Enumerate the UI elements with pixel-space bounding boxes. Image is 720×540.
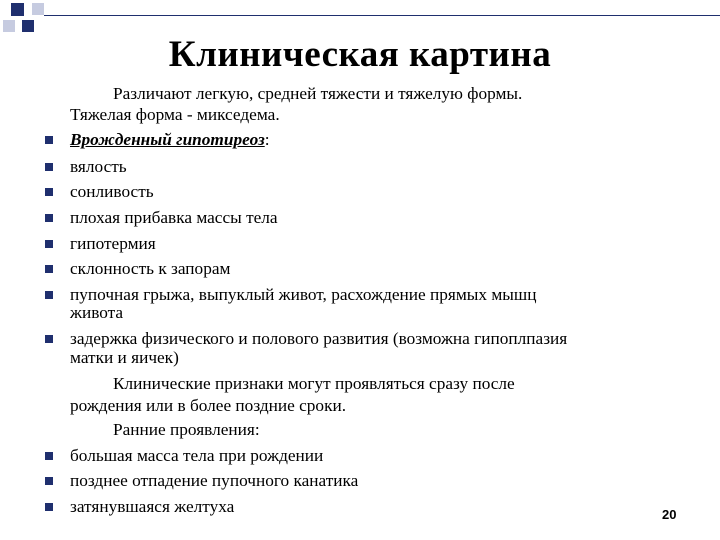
bullet-icon — [45, 163, 53, 171]
decor-square — [32, 3, 44, 15]
list-item: сонливость — [70, 182, 154, 201]
header-rule — [44, 15, 720, 16]
list-item: позднее отпадение пупочного канатика — [70, 471, 359, 490]
bullet-icon — [45, 477, 53, 485]
list-item: вялость — [70, 157, 127, 176]
decor-square — [22, 20, 34, 32]
list-item: затянувшаяся желтуха — [70, 497, 235, 516]
onset-line: Клинические признаки могут проявляться сразу после — [113, 374, 515, 393]
list-item: склонность к запорам — [70, 259, 231, 278]
list-item-congenital — [70, 130, 270, 149]
congenital-label: Врожденный гипотиреоз — [70, 130, 265, 149]
bullet-icon — [45, 214, 53, 222]
bullet-icon — [45, 265, 53, 273]
bullet-icon — [45, 452, 53, 460]
bullet-icon — [45, 503, 53, 511]
bullet-icon — [45, 335, 53, 343]
bullet-icon — [45, 240, 53, 248]
list-item: плохая прибавка массы тела — [70, 208, 278, 227]
list-item: задержка физического и полового развития (возможна гипоплпазия — [70, 329, 568, 348]
page-number: 20 — [662, 507, 677, 522]
decor-square — [11, 3, 24, 16]
bullet-icon — [45, 291, 53, 299]
intro-line: Различают легкую, средней тяжести и тяжелую формы. — [113, 84, 523, 103]
list-item: пупочная грыжа, выпуклый живот, расхождение прямых мышц — [70, 285, 537, 304]
bullet-icon — [45, 188, 53, 196]
list-item-continuation: живота — [70, 303, 124, 322]
list-item: большая масса тела при рождении — [70, 446, 324, 465]
congenital-suffix: : — [264, 130, 270, 149]
bullet-icon — [45, 136, 53, 144]
list-item-continuation: матки и яичек) — [70, 348, 179, 367]
list-item: гипотермия — [70, 234, 156, 253]
early-signs-label: Ранние проявления: — [113, 420, 260, 439]
slide-title: Клиническая картина — [168, 34, 552, 75]
decor-square — [3, 20, 15, 32]
onset-line: рождения или в более поздние сроки. — [70, 396, 347, 415]
intro-line: Тяжелая форма - микседема. — [70, 105, 280, 124]
